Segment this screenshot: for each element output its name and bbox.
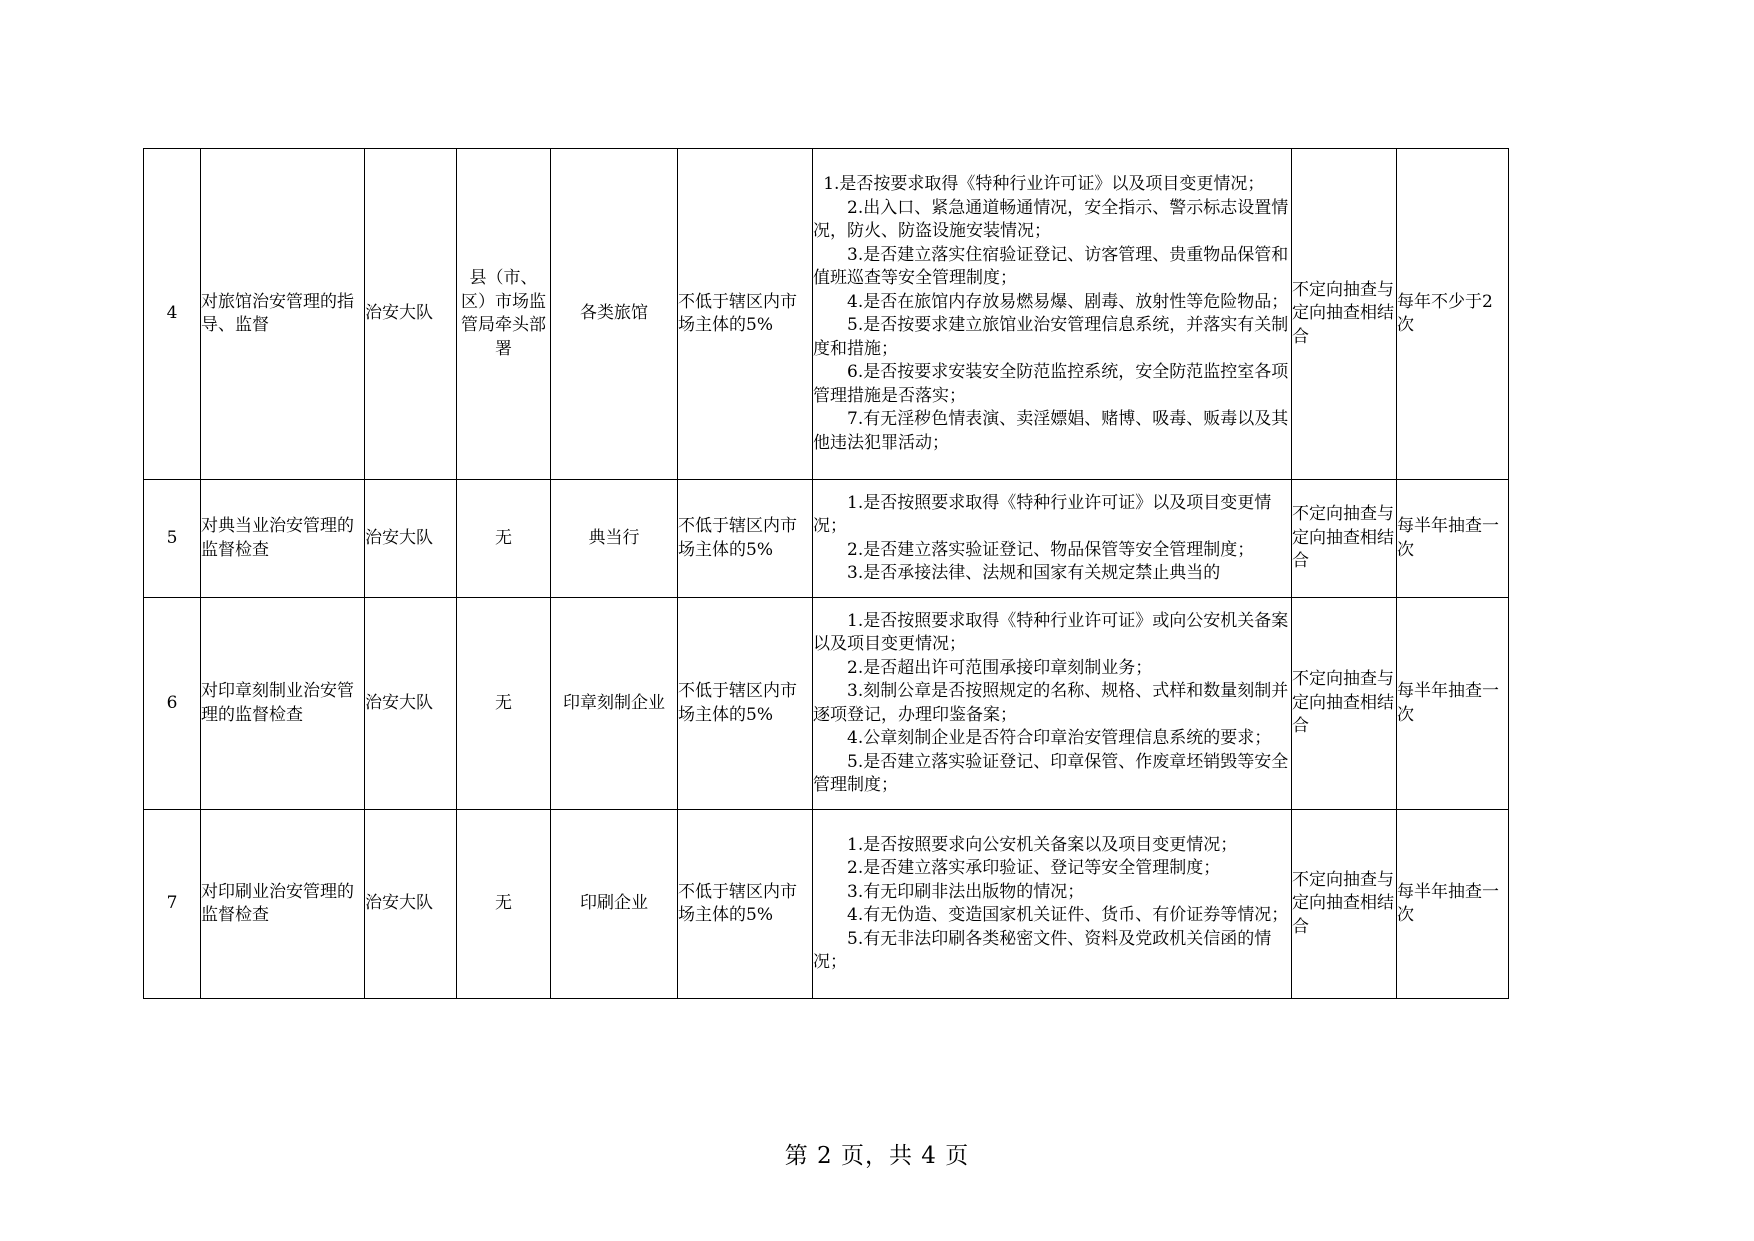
inspection-target: 各类旅馆 [551,149,678,480]
content-line: 3.是否承接法律、法规和国家有关规定禁止典当的 [847,563,1221,583]
sampling-ratio: 不低于辖区内市场主体的5% [678,598,813,810]
content-line: 1.是否按要求取得《特种行业许可证》以及项目变更情况； [823,174,1265,194]
inspection-content [813,810,1292,999]
content-line: 3.刻制公章是否按照规定的名称、规格、式样和数量刻制并逐项登记，办理印鉴备案； [813,681,1289,725]
table-row [144,810,1509,999]
responsible-dept: 治安大队 [365,598,457,810]
content-line: 5.是否建立落实验证登记、印章保管、作废章坯销毁等安全管理制度； [813,751,1289,795]
content-line: 5.有无非法印刷各类秘密文件、资料及党政机关信函的情况； [813,928,1272,972]
content-line: 2.出入口、紧急通道畅通情况，安全指示、警示标志设置情况，防火、防盗设施安装情况； [813,197,1289,241]
content-line: 1.是否按照要求向公安机关备案以及项目变更情况； [847,834,1238,855]
inspection-item: 对旅馆治安管理的指导、监督 [201,149,365,480]
inspection-method: 不定向抽查与定向抽查相结合 [1292,480,1397,598]
responsible-dept: 治安大队 [365,149,457,480]
cooperating-dept: 无 [457,480,551,598]
table-row [144,149,1509,480]
sampling-ratio: 不低于辖区内市场主体的5% [678,149,813,480]
inspection-target: 典当行 [551,480,678,598]
content-line: 2.是否建立落实验证登记、物品保管等安全管理制度； [847,539,1255,560]
content-line: 4.是否在旅馆内存放易燃易爆、剧毒、放射性等危险物品； [847,291,1289,312]
inspection-item: 对典当业治安管理的监督检查 [201,480,365,598]
inspection-frequency: 每半年抽查一次 [1397,480,1509,598]
inspection-content [813,149,1292,480]
row-number: 5 [144,480,201,598]
inspection-item: 对印章刻制业治安管理的监督检查 [201,598,365,810]
inspection-item: 对印刷业治安管理的监督检查 [201,810,365,999]
content-line: 4.有无伪造、变造国家机关证件、货币、有价证券等情况； [847,905,1289,925]
content-line: 2.是否建立落实承印验证、登记等安全管理制度； [847,858,1221,878]
inspection-content [813,480,1292,598]
content-line: 7.有无淫秽色情表演、卖淫嫖娼、赌博、吸毒、贩毒以及其他违法犯罪活动； [813,409,1289,453]
inspection-method: 不定向抽查与定向抽查相结合 [1292,598,1397,810]
row-number: 7 [144,810,201,999]
responsible-dept: 治安大队 [365,480,457,598]
inspection-table [143,148,1509,999]
content-line: 1.是否按照要求取得《特种行业许可证》以及项目变更情况； [813,492,1272,536]
sampling-ratio: 不低于辖区内市场主体的5% [678,810,813,999]
inspection-frequency: 每年不少于2次 [1397,149,1509,480]
cooperating-dept: 无 [457,598,551,810]
inspection-frequency: 每半年抽查一次 [1397,810,1509,999]
content-line: 1.是否按照要求取得《特种行业许可证》或向公安机关备案以及项目变更情况； [813,610,1289,654]
inspection-method: 不定向抽查与定向抽查相结合 [1292,810,1397,999]
table-row [144,480,1509,598]
page-number-footer: 第 2 页，共 4 页 [784,1143,970,1169]
content-line: 3.是否建立落实住宿验证登记、访客管理、贵重物品保管和值班巡查等安全管理制度； [813,244,1289,288]
row-number: 4 [144,149,201,480]
table-row [144,598,1509,810]
cooperating-dept: 县（市、区）市场监管局牵头部署 [457,149,551,480]
responsible-dept: 治安大队 [365,810,457,999]
cooperating-dept: 无 [457,810,551,999]
content-line: 2.是否超出许可范围承接印章刻制业务； [847,657,1153,678]
content-line: 3.有无印刷非法出版物的情况； [847,881,1085,902]
content-line: 6.是否按要求安装安全防范监控系统，安全防范监控室各项管理措施是否落实； [813,362,1289,406]
sampling-ratio: 不低于辖区内市场主体的5% [678,480,813,598]
inspection-target: 印章刻制企业 [551,598,678,810]
inspection-content [813,598,1292,810]
inspection-frequency: 每半年抽查一次 [1397,598,1509,810]
inspection-target: 印刷企业 [551,810,678,999]
content-line: 5.是否按要求建立旅馆业治安管理信息系统，并落实有关制度和措施； [813,315,1289,359]
content-line: 4.公章刻制企业是否符合印章治安管理信息系统的要求； [847,728,1272,748]
inspection-method: 不定向抽查与定向抽查相结合 [1292,149,1397,480]
row-number: 6 [144,598,201,810]
